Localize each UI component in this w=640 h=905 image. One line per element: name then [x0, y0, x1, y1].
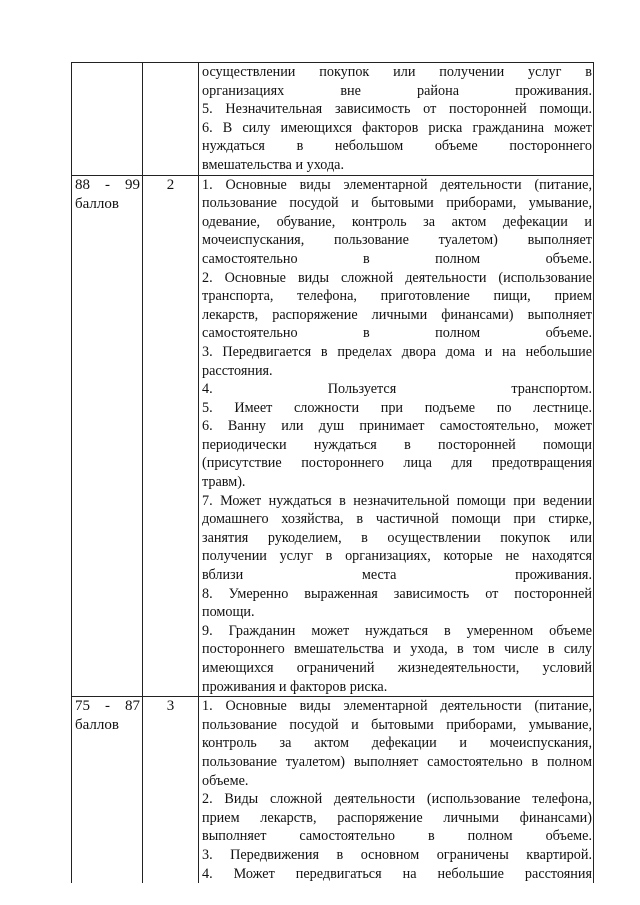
text-line: пользование посудой и бытовыми приборами, умывание, [202, 716, 592, 733]
text-line: 7. Может нуждаться в незначительной помощи при ведении [202, 492, 592, 509]
text-line: 2. Основные виды сложной деятельности (использование [202, 269, 592, 286]
text-line: 6. Ванну или душ принимает самостоятельно, может [202, 418, 592, 435]
text-line: объеме. [202, 772, 249, 789]
group-number-cell: 2 [143, 175, 199, 697]
text-line: 1. Основные виды элементарной деятельности (питание, [202, 176, 592, 193]
text-line: помощи. [202, 604, 255, 621]
score-range-cell [72, 63, 143, 176]
text-line: вмешательства и ухода. [202, 156, 345, 173]
text-line: пользование посудой и бытовыми приборами, умывание, [202, 195, 592, 212]
text-line: 6. В силу имеющихся факторов риска гражданина может [202, 119, 592, 136]
description-cell [199, 175, 594, 697]
text-line: травм). [202, 474, 246, 491]
text-line: лекарств, распоряжение личными финансами) выполняет [202, 306, 592, 323]
text-line: занятия рукоделием, в осуществлении покупок или [202, 529, 592, 546]
text-line: имеющихся ограничений жизнедеятельности, условий [202, 660, 592, 676]
text-line: одевание, обувание, контроль за актом дефекации и [202, 213, 592, 230]
text-line: мочеиспускания, пользование туалетом) выполняет [202, 232, 592, 249]
text-line: 5. Незначительная зависимость от посторонней помощи. [202, 101, 592, 118]
text-line: 1. Основные виды элементарной деятельности (питание, [202, 698, 592, 715]
text-line: периодически нуждаться в посторонней помощи [202, 436, 592, 453]
text-line: домашнего хозяйства, в частичной помощи при стирке, [202, 511, 592, 528]
text-line: 4. Пользуется транспортом. [202, 381, 592, 398]
text-line: (присутствие постороннего лица для предотвращения [202, 455, 592, 472]
table-row [72, 697, 594, 883]
text-line: самостоятельно в полном объеме. [202, 250, 592, 267]
group-number-cell: 3 [143, 697, 199, 883]
text-line: 4. Может передвигаться на небольшие расстояния [202, 865, 592, 882]
description-cell [199, 697, 594, 883]
table-row [72, 63, 594, 176]
text-line: пользование туалетом) выполняет самостоятельно в полном [202, 753, 592, 770]
text-line: 5. Имеет сложности при подъеме по лестнице. [202, 399, 592, 416]
text-line: прием лекарств, распоряжение личными финансами) [202, 809, 592, 826]
score-range-cell: 88 - 99 баллов [72, 175, 143, 697]
text-line: вблизи места проживания. [202, 567, 592, 584]
text-line: 3. Передвигается в пределах двора дома и на небольшие [202, 343, 592, 360]
table-row [72, 175, 594, 697]
text-line: выполняет самостоятельно в полном объеме. [202, 828, 592, 845]
text-line: нуждаться в небольшом объеме постороннего [202, 138, 592, 155]
text-line: организациях вне района проживания. [202, 82, 592, 99]
text-line: самостоятельно в полном объеме. [202, 325, 592, 342]
text-line: осуществлении покупок или получении услуг в [202, 64, 592, 80]
text-line: проживания и факторов риска. [202, 678, 388, 695]
text-line: 8. Умеренно выраженная зависимость от посторонней [202, 585, 592, 602]
text-line: 2. Виды сложной деятельности (использование телефона, [202, 791, 592, 808]
group-number-cell [143, 63, 199, 176]
text-line: контроль за актом дефекации и мочеиспускания, [202, 735, 592, 752]
assessment-table [71, 62, 594, 883]
text-line: 9. Гражданин может нуждаться в умеренном объеме [202, 622, 592, 639]
description-cell [199, 63, 594, 176]
text-line: 3. Передвижения в основном ограничены квартирой. [202, 846, 592, 863]
score-range-cell: 75 - 87 баллов [72, 697, 143, 883]
text-line: постороннего вмешательства и ухода, в том числе в силу [202, 641, 592, 658]
text-line: расстояния. [202, 362, 273, 379]
text-line: транспорта, телефона, приготовление пищи, прием [202, 288, 592, 305]
text-line: получении услуг в организациях, которые не находятся [202, 548, 592, 565]
